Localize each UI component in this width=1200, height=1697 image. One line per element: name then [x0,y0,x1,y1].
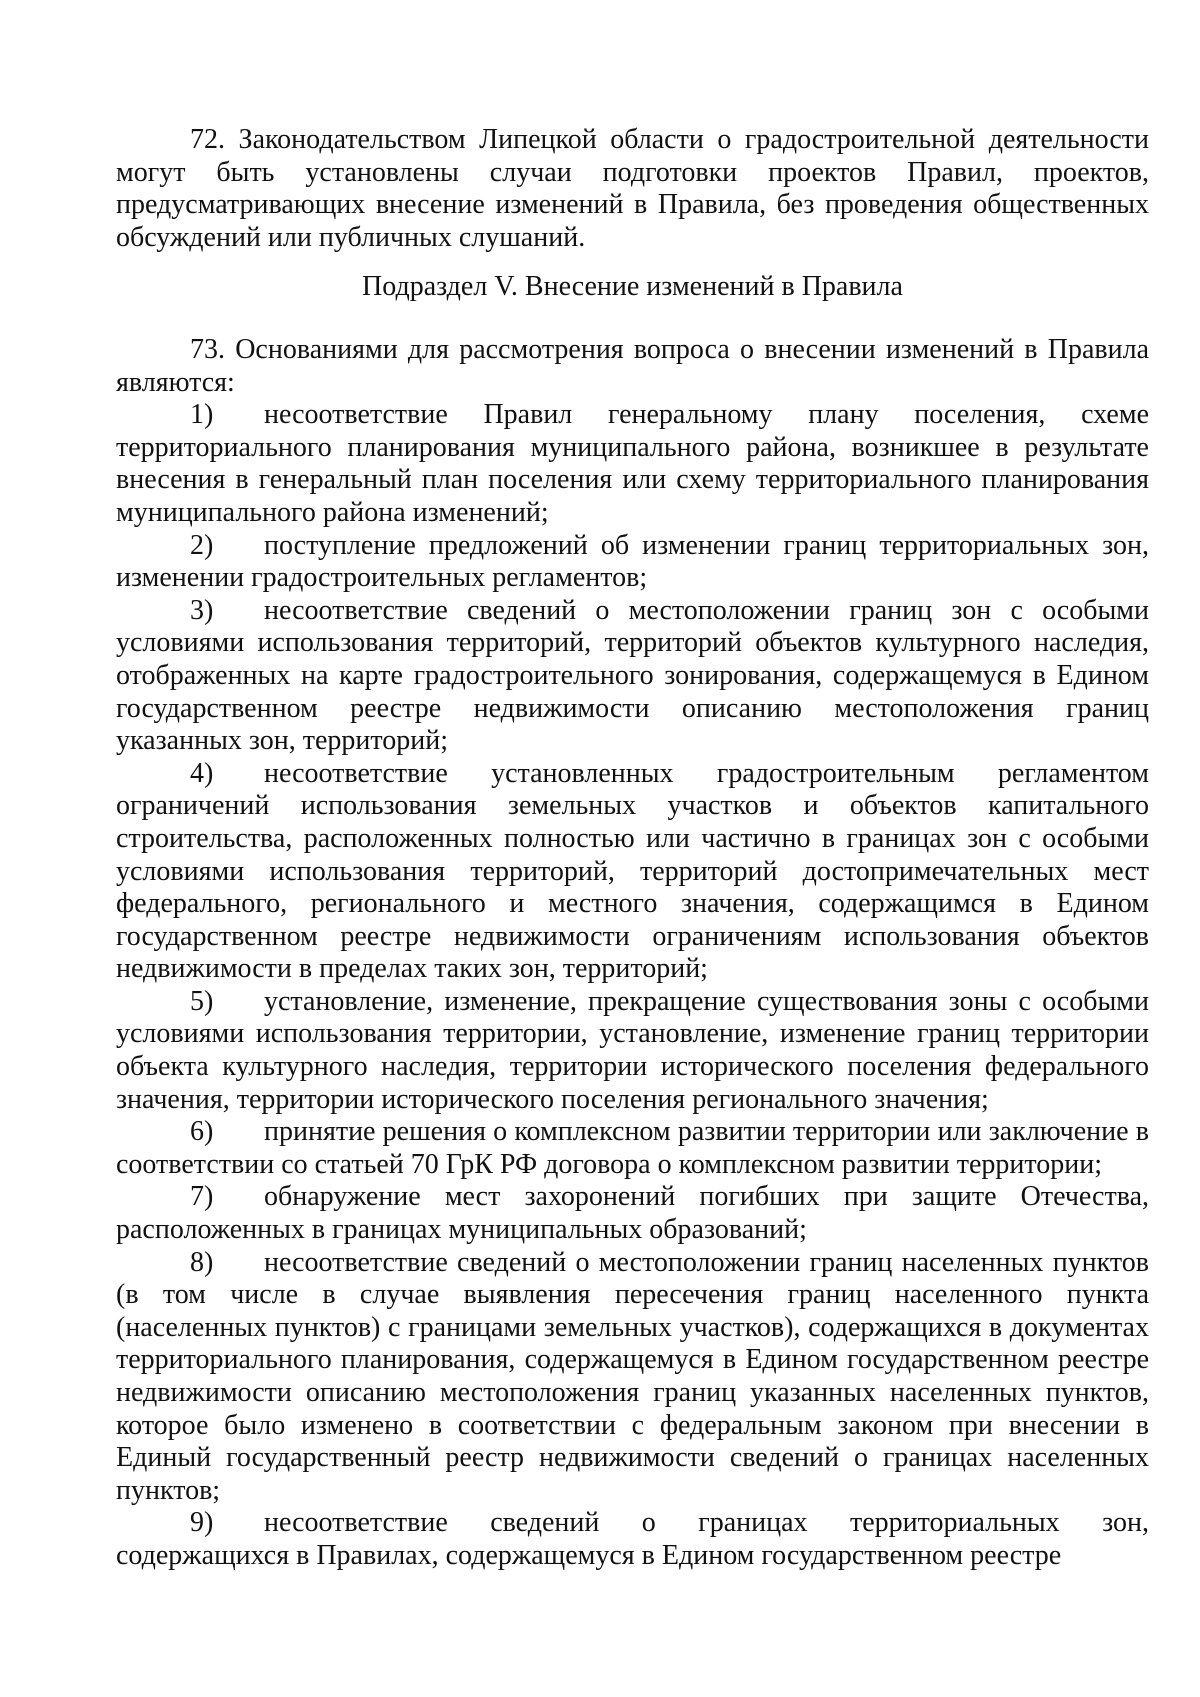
list-item-text: несоответствие установленных градостроительным регламентом ограничений использования земельных участков и объектов капитального строительства, расположенных полностью или частично в границах зон с особыми условиями использования территорий, территорий достопримечательных мест федерального, регионального и местного значения, содержащимся в Едином государственном реестре недвижимости ограничениям использования объектов недвижимости в пределах таких зон, территорий; [116,757,1149,985]
list-item [116,1181,1149,1246]
list-item-text: установление, изменение, прекращение существования зоны с особыми условиями использования территории, установление, изменение границ территории объекта культурного наследия, территории исторического поселения федерального значения, территории исторического поселения регионального значения; [116,985,1149,1115]
list-item [116,595,1149,758]
list-item [116,530,1149,595]
list-item [116,399,1149,529]
section-heading: Подраздел V. Внесение изменений в Правила [362,271,903,302]
list-item [116,1507,1149,1572]
list-item-text: принятие решения о комплексном развитии территории или заключение в соответствии со статьей 70 ГрК РФ договора о комплексном развитии территории; [116,1116,1149,1180]
list-item-number: 1) [190,399,214,431]
list-item-text: несоответствие сведений о местоположении границ населенных пунктов (в том числе в случае выявления пересечения границ населенного пункта (населенных пунктов) с границами земельных участков), содержащихся в документах территориального планирования, содержащемуся в Едином государственном реестре недвижимости описанию местоположения границ указанных населенных пунктов, которое было изменено в соответствии с федеральным законом при внесении в Единый государственный реестр недвижимости сведений о границах населенных пунктов; [116,1246,1149,1506]
list-item-number: 6) [190,1116,214,1148]
list-item-text: поступление предложений об изменении границ территориальных зон, изменении градостроительных регламентов; [116,529,1149,594]
list-item [116,986,1149,1116]
list-item [116,758,1149,986]
list-item-number: 3) [190,594,214,626]
list-item-text: обнаружение мест захоронений погибших при защите Отечества, расположенных в границах муниципальных образований; [116,1181,1149,1246]
list-item-number: 8) [190,1246,214,1278]
list-item-text: несоответствие сведений о границах территориальных зон, содержащихся в Правилах, содержащемуся в Едином государственном реестре [116,1507,1149,1571]
list-item-number: 2) [190,529,214,561]
paragraph-72-block [116,124,1149,254]
list-item-number: 7) [190,1181,214,1213]
list-item-text: несоответствие сведений о местоположении границ зон с особыми условиями использования территорий, территорий объектов культурного наследия, отображенных на карте градостроительного зонирования, содержащемуся в Едином государственном реестре недвижимости описанию местоположения границ указанных зон, территорий; [116,594,1149,757]
list-item [116,1247,1149,1508]
paragraph-72: 72. Законодательством Липецкой области о градостроительной деятельности могут быть установлены случаи подготовки проектов Правил, проектов, предусматривающих внесение изменений в Правила, без проведения общественных обсуждений или публичных слушаний. [116,124,1149,253]
list-item-number: 9) [190,1507,214,1539]
paragraph-73-block [116,334,1149,1573]
grounds-list [116,399,1149,1572]
list-item [116,1116,1149,1181]
list-item-text: несоответствие Правил генеральному плану поселения, схеме территориального планирования муниципального района, возникшее в результате внесения в генеральный план поселения или схему территориального планирования муниципального района изменений; [116,399,1149,528]
list-item-number: 4) [190,757,214,789]
paragraph-73: 73. Основаниями для рассмотрения вопроса о внесении изменений в Правила являются: [116,334,1149,398]
list-item-number: 5) [190,985,214,1017]
